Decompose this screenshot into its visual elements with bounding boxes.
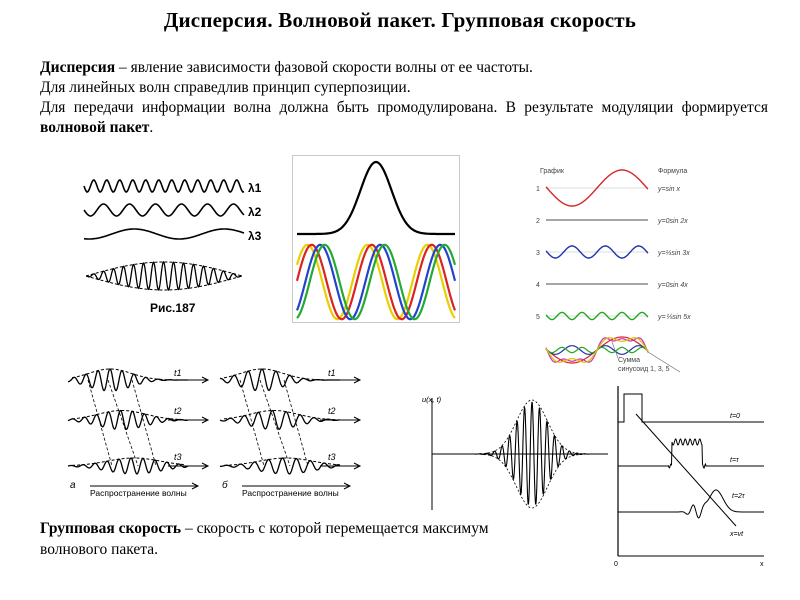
x-vt-line <box>636 414 736 526</box>
row-number-3: 3 <box>536 250 540 257</box>
gaussian-envelope <box>297 162 455 234</box>
col-graph-header: График <box>540 168 564 175</box>
t1-label-a: t1 <box>174 368 182 378</box>
group-velocity-paragraph <box>40 518 612 560</box>
propagation-arrow <box>168 417 208 423</box>
figure-caption: Рис.187 <box>150 301 196 315</box>
row-number-4: 4 <box>536 282 540 289</box>
formula-4: y=0sin 4x <box>658 282 688 289</box>
label-lambda1: λ1 <box>248 181 262 195</box>
t3-label-b: t3 <box>328 452 336 462</box>
sum-label-2: синусоид 1, 3, 5 <box>618 366 670 373</box>
panel-a-label: а <box>70 480 76 491</box>
label-lambda2: λ2 <box>248 205 262 219</box>
t1-label-b: t1 <box>328 368 336 378</box>
caption-a: Распространение волны <box>90 488 187 498</box>
t3-label-a: t3 <box>174 452 182 462</box>
fourier-figure <box>530 162 720 384</box>
u-axis-label: u(x, t) <box>422 395 442 404</box>
packet-env-b-t1 <box>224 369 336 380</box>
axis-origin: 0 <box>614 561 618 568</box>
caption-b: Распространение волны <box>242 488 339 498</box>
modulation-line: Для передачи информации волна должна быть промодулирована. В результате модуляции формируется <box>40 99 768 116</box>
wave-lambda3 <box>84 229 244 239</box>
dispersion-definition: – явление зависимости фазовой скорости волны от ее частоты. <box>115 59 533 76</box>
formula-2: y=0sin 2x <box>658 218 688 225</box>
label-x-vt: x=vt <box>730 531 744 538</box>
wavelength-svg <box>78 168 274 318</box>
label-2tau: t=2τ <box>732 493 745 500</box>
propagation-arrow <box>320 377 360 383</box>
label-lambda3: λ3 <box>248 229 262 243</box>
col-formula-header: Формула <box>658 168 688 175</box>
intro-paragraph: Дисперсия – явление зависимости фазовой скорости волны от ее частоты. Для линейных волн справедлив принцип суперпозиции. Для передачи информации волна должна быть промодулирована. В результате модуляции формируется волновой пакет. <box>40 59 768 136</box>
packet-propagation-svg <box>62 362 362 502</box>
pulse-svg <box>612 386 772 570</box>
superposition-line: Для линейных волн справедлив принцип суперпозиции. <box>40 79 411 96</box>
t2-label-a: t2 <box>174 406 182 416</box>
packet-env-b-t2 <box>224 411 336 420</box>
u-packet-svg <box>420 392 612 512</box>
group-velocity-def: – скорость с которой перемещается максимум <box>181 520 489 537</box>
row-number-5: 5 <box>536 314 540 321</box>
term-group-velocity: Групповая скорость <box>40 520 182 537</box>
fourier-svg <box>530 162 720 384</box>
label-tau: t=τ <box>730 457 739 464</box>
pulse-t1 <box>618 439 764 468</box>
t2-label-b: t2 <box>328 406 336 416</box>
propagation-arrow <box>320 417 360 423</box>
gaussian-figure <box>292 155 460 323</box>
panel-b-label: б <box>222 480 228 491</box>
term-wave-packet: волновой пакет <box>40 119 150 136</box>
formula-3: y=⅓sin 3x <box>658 250 690 257</box>
formula-1: y=sin x <box>658 186 680 193</box>
term-dispersion: Дисперсия <box>40 59 116 76</box>
row-number-1: 1 <box>536 186 540 193</box>
packet-env-a-t2 <box>72 411 184 420</box>
row-number-2: 2 <box>536 218 540 225</box>
u-packet-figure <box>420 392 612 512</box>
packet-propagation-figure <box>62 362 362 502</box>
page-title: Дисперсия. Волновой пакет. Групповая скорость <box>163 8 637 32</box>
group-velocity-def-2: волнового пакета. <box>40 541 159 558</box>
packet-wave <box>86 262 242 290</box>
gaussian-svg <box>293 156 459 322</box>
sum-label-1: Сумма <box>618 357 640 364</box>
wavelength-figure <box>78 168 274 318</box>
tracking-lines-b <box>240 380 308 466</box>
u-packet-wave <box>434 402 606 505</box>
wave-lambda2 <box>84 204 244 216</box>
axis-x-label: x <box>760 561 764 568</box>
pulse-figure <box>612 386 772 570</box>
wave-lambda1 <box>84 180 244 192</box>
tracking-lines-a <box>88 380 156 466</box>
formula-5: y=⅕sin 5x <box>658 314 691 321</box>
cos-wave-green <box>297 245 455 319</box>
label-t0: t=0 <box>730 413 740 420</box>
